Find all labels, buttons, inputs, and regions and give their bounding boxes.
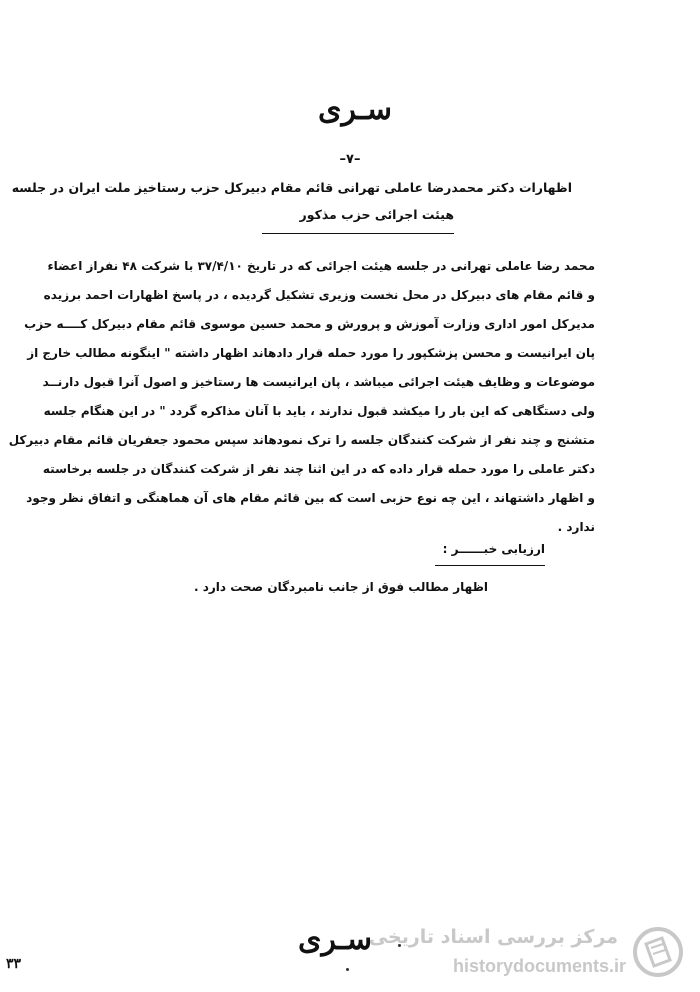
assessment-confirmation: اظهار مطالب فوق از جانب نامبردگان صحت دارد . <box>193 580 488 594</box>
watermark-url: historydocuments.ir <box>452 956 626 976</box>
body-line: ندارد . <box>557 520 595 534</box>
watermark <box>368 922 688 984</box>
body-line: و اظهار داشتهاند ، این چه نوع حزبی است که بین قائم مقام های آن هماهنگی و اتفاق نظر وجود <box>26 491 595 505</box>
classification-stamp-bottom: سـری <box>298 922 372 957</box>
body-line: متشنج و چند نفر از شرکت کنندگان جلسه را ترک نمودهاند سپس محمود جعفریان قائم مقام دبیرکل <box>8 433 595 447</box>
body-line: پان ایرانیست و محسن پزشکپور را مورد حمله قرار دادهاند اظهار داشته " اینگونه مطالب خارج از <box>27 346 595 360</box>
document-title-line-1: اظهارات دکتر محمدرضا عاملی تهرانی قائم مقام دبیرکل حزب رستاخیز ملت ایران در جلسه <box>11 180 572 195</box>
scan-speck <box>346 968 349 971</box>
classification-stamp-top: سـری <box>318 92 392 127</box>
assessment-underline <box>435 565 545 566</box>
body-line: مدیرکل امور اداری وزارت آموزش و پرورش و محمد حسین موسوی قائم مقام دبیرکل کــــه حزب <box>24 317 595 331</box>
page-number: –۷– <box>339 152 361 167</box>
archive-page-number: ۳۳ <box>6 956 22 972</box>
body-line: ولی دستگاهی که این بار را میکشد قبول ندارند ، باید با آنان مذاکره گردد " در این هنگام جلسه <box>43 404 595 418</box>
document-body <box>8 252 595 542</box>
body-line: محمد رضا عاملی تهرانی در جلسه هیئت اجرائی که در تاریخ ۳۷/۴/۱۰ با شرکت ۴۸ نفراز اعضاء <box>47 259 595 273</box>
news-assessment-label: ارزیابی خبــــــر : <box>442 542 545 556</box>
body-line: و قائم مقام های دبیرکل در محل نخست وزیری تشکیل گردیده ، در پاسخ اظهارات احمد برزیده <box>43 288 595 302</box>
body-line: دکتر عاملی را مورد حمله قرار داده که در این اثنا چند نفر از شرکت کنندگان در جلسه برخاسته <box>42 462 595 476</box>
body-line: موضوعات و وظایف هیئت اجرائی میباشد ، پان ایرانیست ها رستاخیز و اصول آنرا قبول دارنــد <box>42 375 595 389</box>
document-title-line-2: هیئت اجرائی حزب مذکور <box>299 207 454 222</box>
document-archive-logo-icon <box>632 926 684 978</box>
title-underline <box>262 233 454 234</box>
watermark-name: مرکز بررسی اسناد تاریخی <box>368 926 618 948</box>
